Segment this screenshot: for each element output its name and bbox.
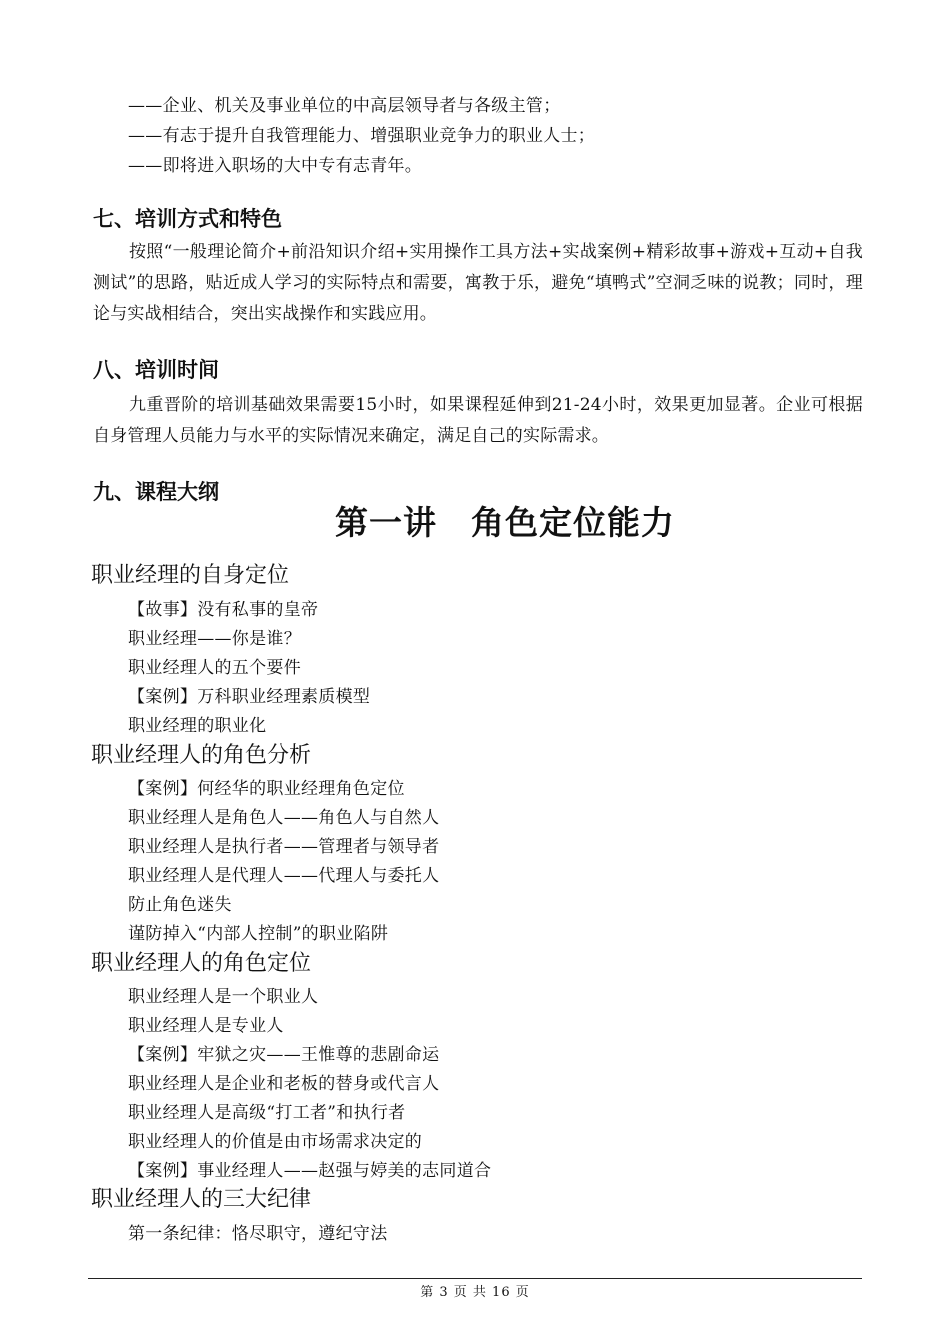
outline-item: 职业经理人是执行者——管理者与领导者 <box>128 837 440 857</box>
outline-item: 职业经理的职业化 <box>128 716 267 736</box>
outline-item: 职业经理——你是谁？ <box>128 629 301 649</box>
section-body: 九重晋阶的培训基础效果需要15小时，如果课程延伸到21-24小时，效果更加显著。企业可根据自身管理人员能力与水平的实际情况来确定，满足自己的实际需求。 <box>93 395 863 446</box>
outline-item: 【案例】事业经理人——赵强与婷美的志同道合 <box>128 1161 492 1181</box>
lecture-title: 第一讲 角色定位能力 <box>335 503 675 542</box>
section-body: 按照“一般理论简介+前沿知识介绍+实用操作工具方法+实战案例+精彩故事+游戏+互动+自我测试”的思路，贴近成人学习的实际特点和需要，寓教于乐，避免“填鸭式”空洞乏味的说教；同时，理论与实战相结合，突出实战操作和实践应用。 <box>93 242 863 324</box>
audience-item: ——即将进入职场的大中专有志青年。 <box>128 156 423 176</box>
footer-divider <box>88 1278 862 1279</box>
outline-item: 职业经理人是代理人——代理人与委托人 <box>128 866 440 886</box>
outline-item: 职业经理人的价值是由市场需求决定的 <box>128 1132 423 1152</box>
audience-item: ——企业、机关及事业单位的中高层领导者与各级主管； <box>128 96 561 116</box>
outline-item: 【案例】万科职业经理素质模型 <box>128 687 371 707</box>
outline-item: 第一条纪律：恪尽职守，遵纪守法 <box>128 1224 388 1244</box>
outline-item: 职业经理人是专业人 <box>128 1016 284 1036</box>
outline-item: 职业经理人是一个职业人 <box>128 987 319 1007</box>
outline-item: 【故事】没有私事的皇帝 <box>128 600 319 620</box>
section-heading: 七、培训方式和特色 <box>93 207 282 231</box>
subsection-heading: 职业经理人的三大纪律 <box>91 1187 312 1212</box>
outline-item: 【案例】何经华的职业经理角色定位 <box>128 779 405 799</box>
outline-item: 【案例】牢狱之灾——王惟尊的悲剧命运 <box>128 1045 440 1065</box>
page-number: 第 3 页 共 16 页 <box>420 1285 530 1300</box>
outline-item: 职业经理人是角色人——角色人与自然人 <box>128 808 440 828</box>
outline-item: 谨防掉入“内部人控制”的职业陷阱 <box>128 924 389 944</box>
outline-item: 防止角色迷失 <box>128 895 232 915</box>
section-heading: 八、培训时间 <box>93 358 219 382</box>
subsection-heading: 职业经理人的角色分析 <box>91 743 312 768</box>
subsection-heading: 职业经理的自身定位 <box>91 563 290 588</box>
outline-item: 职业经理人的五个要件 <box>128 658 301 678</box>
subsection-heading: 职业经理人的角色定位 <box>91 951 312 976</box>
outline-item: 职业经理人是企业和老板的替身或代言人 <box>128 1074 440 1094</box>
outline-item: 职业经理人是高级“打工者”和执行者 <box>128 1103 406 1123</box>
audience-item: ——有志于提升自我管理能力、增强职业竞争力的职业人士； <box>128 126 596 146</box>
section-heading: 九、课程大纲 <box>93 480 219 504</box>
